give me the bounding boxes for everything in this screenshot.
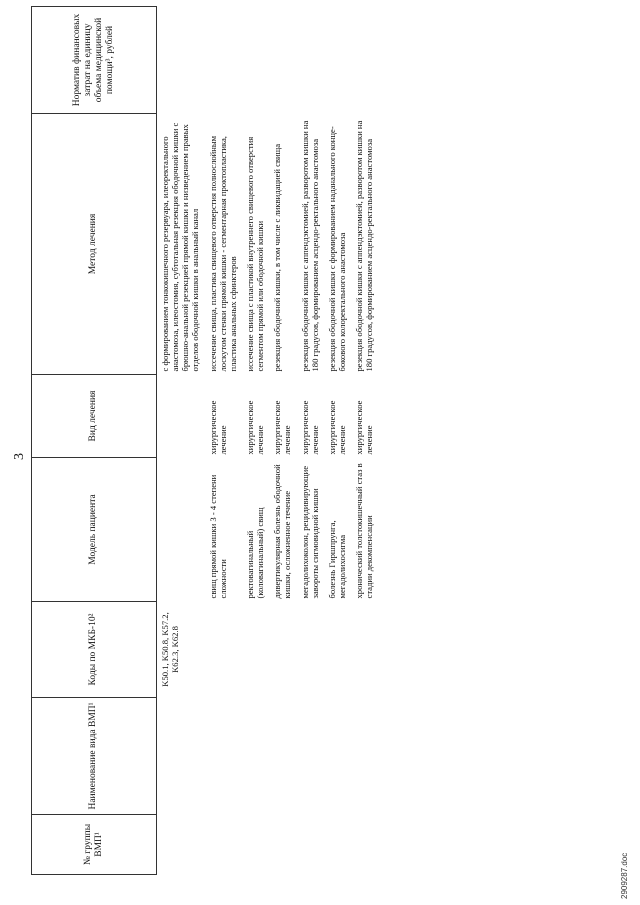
- treatment-type-cell: хирургическое лечение: [326, 400, 347, 455]
- table-row: [297, 7, 324, 875]
- treatment-type-cell: хирургическое лечение: [272, 400, 293, 455]
- treatment-method-cell: иссечение свища с пластикой внутреннего свищевого отверстия сегментом прямой или ободочной кишки: [244, 136, 266, 372]
- header-treatment-method: Метод лечения: [32, 114, 157, 375]
- table-row: [205, 7, 242, 875]
- treatment-type-cell: [157, 375, 205, 458]
- patient-model-cell: хронический толстокишечный стаз в стадии декомпенсации: [354, 463, 375, 599]
- table-header-row: [32, 7, 157, 875]
- patient-model-cell: болезнь Гиршпрунга, мегадолихосигма: [326, 520, 347, 599]
- header-vmp-name: Наименование вида ВМП¹: [32, 698, 157, 815]
- header-norm: Норматив финансовых затрат на единицу объема медицинской помощи³, рублей: [32, 7, 157, 114]
- patient-model-cell: дивертикулярная болезнь ободочной кишки, осложненное течение: [272, 464, 293, 599]
- patient-model-cell: ректовагинальный (коловагинальный) свищ: [244, 507, 266, 599]
- header-mkb-codes: Коды по МКБ-10²: [32, 602, 157, 698]
- patient-model-cell: свищ прямой кишки 3 - 4 степени сложности: [207, 474, 228, 599]
- patient-model-cell: [157, 458, 205, 602]
- treatment-type-cell: хирургическое лечение: [207, 400, 228, 455]
- header-group-no: № группы ВМП¹: [32, 815, 157, 875]
- treatment-method-cell: резекция ободочной кишки с аппендэктомией, разворотом кишки на 180 градусов, формированием асцендо-ректального анастомоза: [354, 120, 375, 372]
- table-row: [242, 7, 269, 875]
- vmp-table: [31, 6, 378, 875]
- table-row: [351, 7, 378, 875]
- treatment-type-cell: хирургическое лечение: [354, 400, 375, 455]
- table-row: [269, 7, 296, 875]
- patient-model-cell: мегадолихоколон, рецидивирующие завороты сигмовидной кишки: [299, 465, 320, 599]
- treatment-method-cell: резекция ободочной кишки, в том числе с ликвидацией свища: [272, 143, 283, 372]
- treatment-method-cell: резекция ободочной кишки с аппендэктомией, разворотом кишки на 180 градусов, формированием асцендо-ректального анастомоза: [299, 120, 320, 372]
- header-treatment-type: Вид лечения: [32, 375, 157, 458]
- table-row: [324, 7, 351, 875]
- mkb-codes-cell: K50.1, K50.8, K57.2, K62.3, K62.8: [160, 612, 181, 687]
- document-filename: 2909287.doc: [620, 852, 629, 899]
- treatment-method-cell: с формированием тонкокишечного резервуара, илеоректального анастомоза, илеостомия, субтотальная резекция ободочной кишки с брюшно-анальной резекцией прямой кишки и низведением правых отделов ободочной кишки в анальный канал: [160, 122, 201, 372]
- page-number: 3: [12, 453, 27, 460]
- table-row: [157, 7, 205, 875]
- treatment-type-cell: хирургическое лечение: [299, 400, 320, 455]
- treatment-method-cell: иссечение свища, пластика свищевого отверстия полнослойным лоскутом стенки прямой кишки - сегментарная проктопластика, пластика анальных сфинктеров: [207, 135, 238, 372]
- treatment-method-cell: резекция ободочной кишки с формированием наданального конце-бокового колоректального анастомоза: [326, 126, 347, 372]
- treatment-type-cell: хирургическое лечение: [244, 400, 266, 455]
- header-patient-model: Модель пациента: [32, 458, 157, 602]
